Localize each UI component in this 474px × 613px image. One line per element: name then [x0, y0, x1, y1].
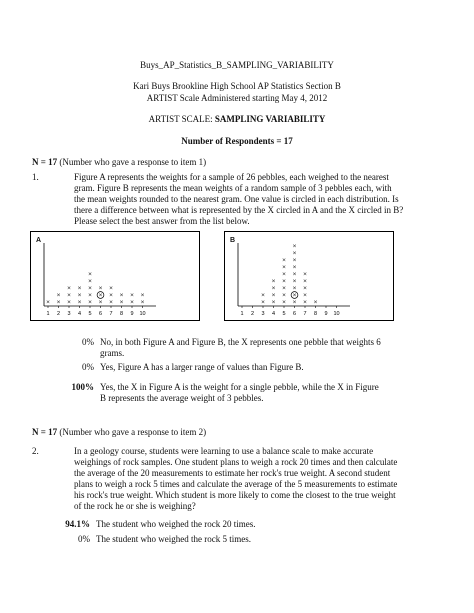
respondents-count: Number of Respondents = 17 [181, 136, 293, 146]
data-x-mark: × [292, 250, 297, 257]
question-line: his rock's true weight. Which student is more likely to come the closest to the true weight [74, 489, 396, 500]
data-x-mark: × [98, 285, 103, 292]
tick-label: 3 [67, 311, 71, 317]
data-x-mark: × [130, 299, 134, 306]
data-x-mark: × [109, 299, 113, 306]
data-x-mark: × [261, 292, 265, 299]
data-x-mark: × [88, 299, 92, 306]
data-x-mark: × [303, 271, 307, 278]
data-x-mark: × [88, 278, 92, 285]
data-x-mark: × [292, 243, 297, 250]
data-x-mark: × [109, 292, 113, 299]
item1-answer-1-cont [100, 348, 124, 359]
administered-line: ARTIST Scale Administered starting May 4, 2012 [146, 93, 328, 103]
question-line: the mean weights rounded to the nearest gram. One value is circled in each distribution. Is [74, 193, 399, 204]
data-x-mark: × [77, 285, 82, 292]
data-x-mark: × [77, 292, 82, 299]
data-x-mark: × [282, 292, 286, 299]
data-x-mark: × [56, 292, 61, 299]
answer-text: grams. [100, 348, 125, 358]
item1-answer-3 [56, 382, 379, 393]
item2-question [74, 446, 469, 512]
tick-label: 7 [109, 311, 113, 317]
item1-n-label: N = 17 [32, 157, 58, 167]
answer-percent: 0% [82, 337, 94, 347]
figure-a-dotplot [30, 231, 200, 321]
answer-text: Yes, the X in Figure A is the weight for a single pebble, while the X in Figure [100, 382, 379, 392]
tick-label: 2 [250, 311, 255, 317]
data-x-mark: × [88, 271, 92, 278]
answer-percent: 100% [71, 382, 94, 392]
data-x-mark: × [292, 264, 297, 271]
item2-n-label: N = 17 [32, 427, 58, 437]
data-x-mark: × [271, 278, 276, 285]
item1-answer-3-cont [100, 393, 263, 404]
data-x-mark: × [292, 257, 297, 264]
question-line: there a difference between what is represented by the X circled in A and the X circled in B? [74, 204, 404, 215]
data-x-mark: × [77, 299, 82, 306]
data-x-mark: × [88, 285, 92, 292]
data-x-mark: × [292, 299, 297, 306]
item2-n-line [32, 427, 206, 438]
item2-n-note: (Number who gave a response to item 2) [57, 427, 207, 437]
item1-answer-2 [56, 362, 304, 373]
data-x-mark: × [140, 299, 145, 306]
tick-label: 1 [46, 311, 50, 317]
data-x-mark: × [46, 299, 50, 306]
data-x-mark: × [88, 292, 92, 299]
data-x-mark: × [303, 278, 307, 285]
tick-label: 5 [282, 311, 286, 317]
data-x-mark: × [56, 299, 61, 306]
data-x-mark: × [282, 285, 286, 292]
data-x-mark: × [282, 271, 286, 278]
figure-a-label: A [36, 237, 42, 244]
tick-label: 7 [303, 311, 307, 317]
tick-label: 4 [77, 311, 82, 317]
figure-b [224, 231, 394, 321]
data-x-mark: × [313, 299, 318, 306]
data-x-mark: × [109, 285, 113, 292]
question-line: Figure A represents the weights for a sample of 26 pebbles, each weighed to the nearest [74, 172, 389, 182]
data-x-mark: × [261, 299, 265, 306]
data-x-mark: × [271, 292, 276, 299]
answer-text: The student who weighed the rock 5 times. [96, 534, 251, 544]
tick-label: 6 [98, 311, 103, 317]
question-line: Please select the best answer from the list below. [74, 215, 250, 226]
question-line: In a geology course, students were learning to use a balance scale to make accurate [74, 446, 374, 456]
data-x-mark: × [271, 285, 276, 292]
item1-question [74, 172, 469, 227]
data-x-mark: × [292, 292, 297, 299]
data-x-mark: × [282, 299, 286, 306]
item2-number: 2. [32, 446, 39, 456]
item2-answer-2 [52, 534, 251, 545]
data-x-mark: × [282, 264, 286, 271]
data-x-mark: × [303, 299, 307, 306]
tick-label: 1 [240, 311, 244, 317]
data-x-mark: × [292, 278, 297, 285]
item1-n-line [32, 157, 206, 168]
item1-n-note: (Number who gave a response to item 1) [57, 157, 207, 167]
figure-a [30, 231, 200, 321]
data-x-mark: × [303, 292, 307, 299]
tick-label: 8 [313, 311, 318, 317]
data-x-mark: × [292, 285, 297, 292]
tick-label: 8 [119, 311, 124, 317]
item1-number: 1. [32, 172, 39, 182]
data-x-mark: × [282, 257, 286, 264]
data-x-mark: × [119, 292, 124, 299]
data-x-mark: × [282, 278, 286, 285]
data-x-mark: × [67, 285, 71, 292]
data-x-mark: × [303, 285, 307, 292]
answer-percent: 0% [78, 534, 90, 544]
tick-label: 9 [324, 311, 328, 317]
item1-answer-1 [56, 337, 381, 348]
answer-text: B represents the average weight of 3 pebbles. [100, 393, 264, 403]
answer-text: No, in both Figure A and Figure B, the X represents one pebble that weights 6 [100, 337, 381, 347]
figure-b-dotplot [224, 231, 394, 321]
data-x-mark: × [140, 292, 145, 299]
figure-b-label: B [230, 237, 236, 244]
tick-label: 6 [292, 311, 297, 317]
question-line: of the rock he or she is weighing? [74, 500, 196, 511]
data-x-mark: × [130, 292, 134, 299]
figure-frame [31, 232, 200, 321]
scale-line [0, 114, 474, 125]
tick-label: 3 [261, 311, 265, 317]
question-line: weighings of rock samples. One student plans to weigh a rock 20 times and then calculate [74, 456, 398, 467]
question-line: plans to weigh a rock 5 times and calculate the average of the 5 measurements to estimate [74, 478, 398, 489]
item2-answer-1 [52, 519, 255, 530]
data-x-mark: × [98, 299, 103, 306]
data-x-mark: × [271, 299, 276, 306]
scale-prefix: ARTIST SCALE: [148, 114, 215, 124]
answer-text: Yes, Figure A has a larger range of values than Figure B. [100, 362, 304, 372]
tick-label: 4 [271, 311, 276, 317]
data-x-mark: × [119, 299, 124, 306]
tick-label: 5 [88, 311, 92, 317]
author-line: Kari Buys Brookline High School AP Statistics Section B [133, 81, 341, 91]
question-line: the average of the 20 measurements to estimate her rock's true weight. A second student [74, 467, 391, 478]
figure-frame [225, 232, 394, 321]
data-x-mark: × [67, 299, 71, 306]
data-x-mark: × [67, 292, 71, 299]
tick-label: 2 [56, 311, 61, 317]
scale-name: SAMPLING VARIABILITY [214, 114, 326, 124]
tick-label: 9 [130, 311, 134, 317]
answer-percent: 94.1% [65, 519, 90, 529]
data-x-mark: × [98, 292, 103, 299]
answer-text: The student who weighed the rock 20 times. [96, 519, 256, 529]
data-x-mark: × [292, 271, 297, 278]
document-title: Buys_AP_Statistics_B_SAMPLING_VARIABILITY [140, 60, 334, 70]
question-line: gram. Figure B represents the mean weights of a random sample of 3 pebbles each, with [74, 182, 392, 193]
tick-label: 10 [333, 311, 340, 317]
tick-label: 10 [139, 311, 146, 317]
answer-percent: 0% [82, 362, 94, 372]
